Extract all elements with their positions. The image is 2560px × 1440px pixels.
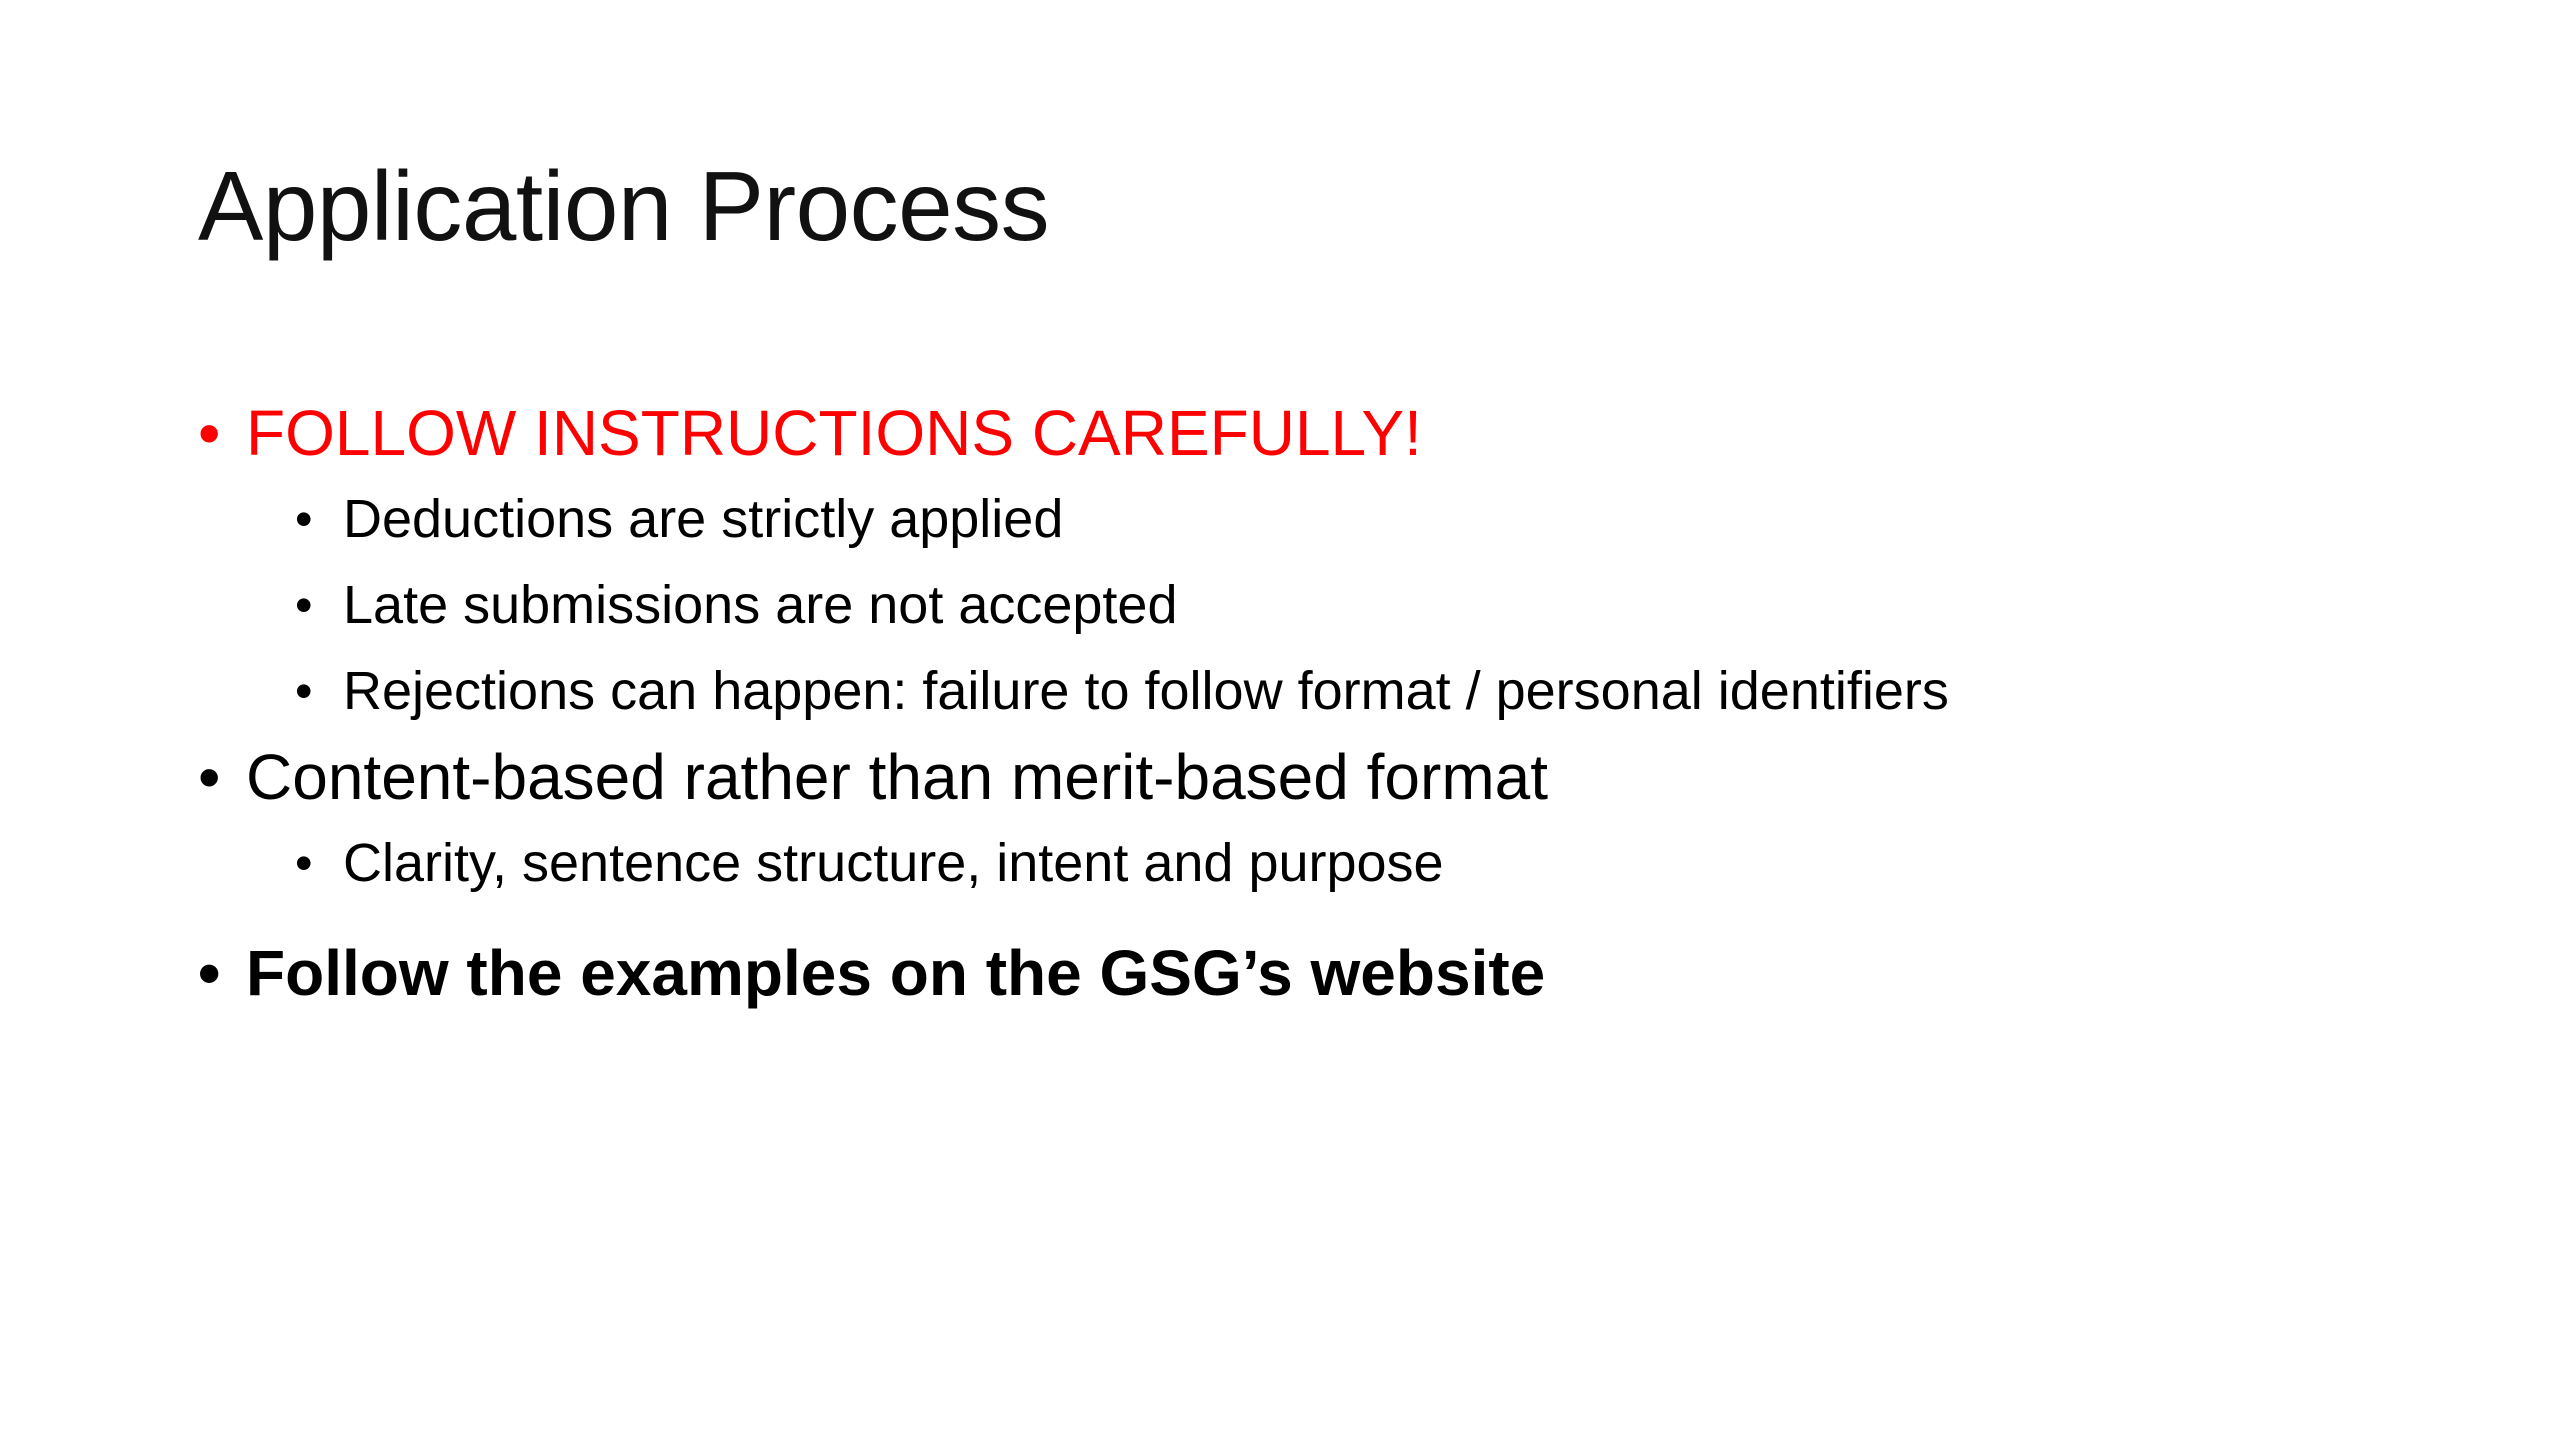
bullet-icon: • — [295, 577, 313, 633]
slide-title: Application Process — [198, 151, 1050, 261]
bullet-item-follow-instructions — [198, 390, 2448, 476]
sub-bullet-item-late-submissions — [198, 562, 2448, 648]
sub-bullet-text: Late submissions are not accepted — [343, 575, 1178, 635]
bullet-text: Follow the examples on the GSG’s website — [246, 937, 1546, 1009]
bullet-icon: • — [295, 663, 313, 719]
bullet-list — [198, 390, 2448, 1016]
bullet-icon: • — [198, 937, 221, 1009]
bullet-text: Content-based rather than merit-based format — [246, 741, 1548, 813]
bullet-item-content-based — [198, 734, 2448, 820]
bullet-icon: • — [295, 491, 313, 547]
sub-bullet-item-rejections — [198, 648, 2448, 734]
bullet-icon: • — [295, 835, 313, 891]
bullet-text: FOLLOW INSTRUCTIONS CAREFULLY! — [246, 397, 1422, 469]
sub-bullet-item-clarity — [198, 820, 2448, 906]
sub-bullet-text: Clarity, sentence structure, intent and purpose — [343, 833, 1444, 893]
sub-bullet-text: Deductions are strictly applied — [343, 489, 1064, 549]
bullet-icon: • — [198, 741, 221, 813]
sub-bullet-item-deductions — [198, 476, 2448, 562]
sub-bullet-text: Rejections can happen: failure to follow format / personal identifiers — [343, 661, 1949, 721]
bullet-icon: • — [198, 397, 221, 469]
bullet-item-follow-examples — [198, 930, 2448, 1016]
